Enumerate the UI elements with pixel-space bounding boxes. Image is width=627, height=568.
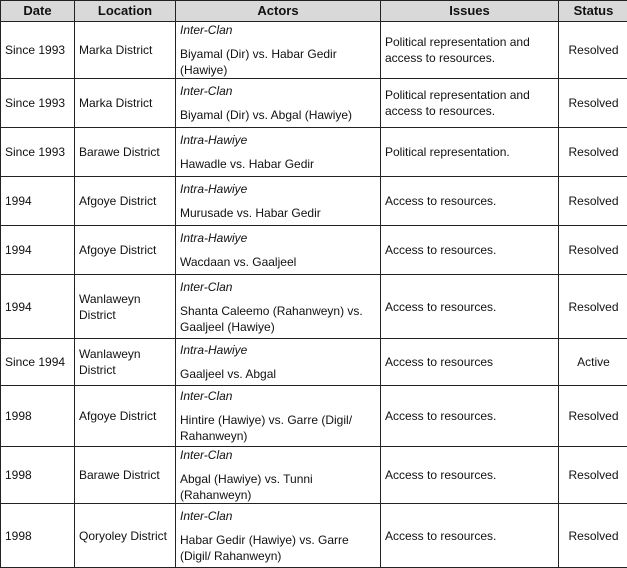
cell-location: Afgoye District <box>75 226 176 275</box>
conflict-type: Inter-Clan <box>180 279 376 295</box>
cell-date: Since 1994 <box>1 339 75 386</box>
cell-status: Resolved <box>559 79 627 128</box>
cell-location: Barawe District <box>75 447 176 504</box>
cell-status: Resolved <box>559 386 627 447</box>
header-status: Status <box>559 1 627 22</box>
cell-location: Wanlaweyn District <box>75 339 176 386</box>
cell-issues: Access to resources. <box>381 226 559 275</box>
cell-date: Since 1993 <box>1 79 75 128</box>
cell-actors <box>176 447 381 504</box>
cell-status: Resolved <box>559 447 627 504</box>
cell-issues: Access to resources. <box>381 177 559 226</box>
cell-actors <box>176 339 381 386</box>
header-issues: Issues <box>381 1 559 22</box>
cell-actors <box>176 128 381 177</box>
table-body <box>1 22 627 568</box>
cell-location: Qoryoley District <box>75 504 176 568</box>
cell-actors <box>176 79 381 128</box>
cell-issues: Access to resources. <box>381 275 559 339</box>
cell-date: 1998 <box>1 504 75 568</box>
cell-actors <box>176 22 381 79</box>
cell-status: Active <box>559 339 627 386</box>
header-date: Date <box>1 1 75 22</box>
conflict-type: Inter-Clan <box>180 447 376 463</box>
cell-location: Marka District <box>75 79 176 128</box>
conflict-actors: Hintire (Hawiye) vs. Garre (Digil/ Rahanweyn) <box>180 412 376 444</box>
cell-location: Wanlaweyn District <box>75 275 176 339</box>
table-row <box>1 339 627 386</box>
cell-actors <box>176 504 381 568</box>
table-row <box>1 128 627 177</box>
conflict-actors: Biyamal (Dir) vs. Abgal (Hawiye) <box>180 107 376 123</box>
header-actors: Actors <box>176 1 381 22</box>
cell-location: Afgoye District <box>75 386 176 447</box>
cell-issues: Access to resources. <box>381 504 559 568</box>
cell-date: 1994 <box>1 226 75 275</box>
cell-status: Resolved <box>559 177 627 226</box>
cell-status: Resolved <box>559 128 627 177</box>
conflict-type: Intra-Hawiye <box>180 132 376 148</box>
cell-issues: Access to resources. <box>381 447 559 504</box>
cell-location: Marka District <box>75 22 176 79</box>
cell-date: 1994 <box>1 275 75 339</box>
cell-date: 1998 <box>1 386 75 447</box>
cell-date: Since 1993 <box>1 22 75 79</box>
cell-issues: Political representation. <box>381 128 559 177</box>
conflict-actors: Hawadle vs. Habar Gedir <box>180 156 376 172</box>
table-row <box>1 177 627 226</box>
conflict-type: Intra-Hawiye <box>180 230 376 246</box>
conflict-type: Intra-Hawiye <box>180 342 376 358</box>
conflict-type: Inter-Clan <box>180 22 376 38</box>
cell-issues: Political representation and access to resources. <box>381 79 559 128</box>
conflict-actors: Abgal (Hawiye) vs. Tunni (Rahanweyn) <box>180 471 376 503</box>
cell-date: 1998 <box>1 447 75 504</box>
cell-actors <box>176 275 381 339</box>
cell-location: Afgoye District <box>75 177 176 226</box>
cell-date: Since 1993 <box>1 128 75 177</box>
table-row <box>1 22 627 79</box>
cell-issues: Access to resources <box>381 339 559 386</box>
table-row <box>1 79 627 128</box>
conflict-actors: Murusade vs. Habar Gedir <box>180 205 376 221</box>
table-row <box>1 275 627 339</box>
cell-location: Barawe District <box>75 128 176 177</box>
cell-status: Resolved <box>559 22 627 79</box>
conflict-type: Intra-Hawiye <box>180 181 376 197</box>
conflict-actors: Gaaljeel vs. Abgal <box>180 366 376 382</box>
conflict-type: Inter-Clan <box>180 83 376 99</box>
conflict-actors: Wacdaan vs. Gaaljeel <box>180 254 376 270</box>
cell-actors <box>176 226 381 275</box>
cell-actors <box>176 177 381 226</box>
cell-date: 1994 <box>1 177 75 226</box>
table-row <box>1 504 627 568</box>
header-location: Location <box>75 1 176 22</box>
conflict-actors: Shanta Caleemo (Rahanweyn) vs. Gaaljeel (Hawiye) <box>180 303 376 335</box>
cell-status: Resolved <box>559 504 627 568</box>
table-row <box>1 447 627 504</box>
table-row <box>1 226 627 275</box>
conflict-actors: Biyamal (Dir) vs. Habar Gedir (Hawiye) <box>180 46 376 78</box>
cell-actors <box>176 386 381 447</box>
table-header <box>1 1 627 22</box>
cell-status: Resolved <box>559 275 627 339</box>
cell-issues: Access to resources. <box>381 386 559 447</box>
cell-issues: Political representation and access to resources. <box>381 22 559 79</box>
table-row <box>1 386 627 447</box>
cell-status: Resolved <box>559 226 627 275</box>
conflict-actors: Habar Gedir (Hawiye) vs. Garre (Digil/ Rahanweyn) <box>180 532 376 564</box>
conflict-type: Inter-Clan <box>180 388 376 404</box>
conflict-type: Inter-Clan <box>180 508 376 524</box>
header-row <box>1 1 627 22</box>
